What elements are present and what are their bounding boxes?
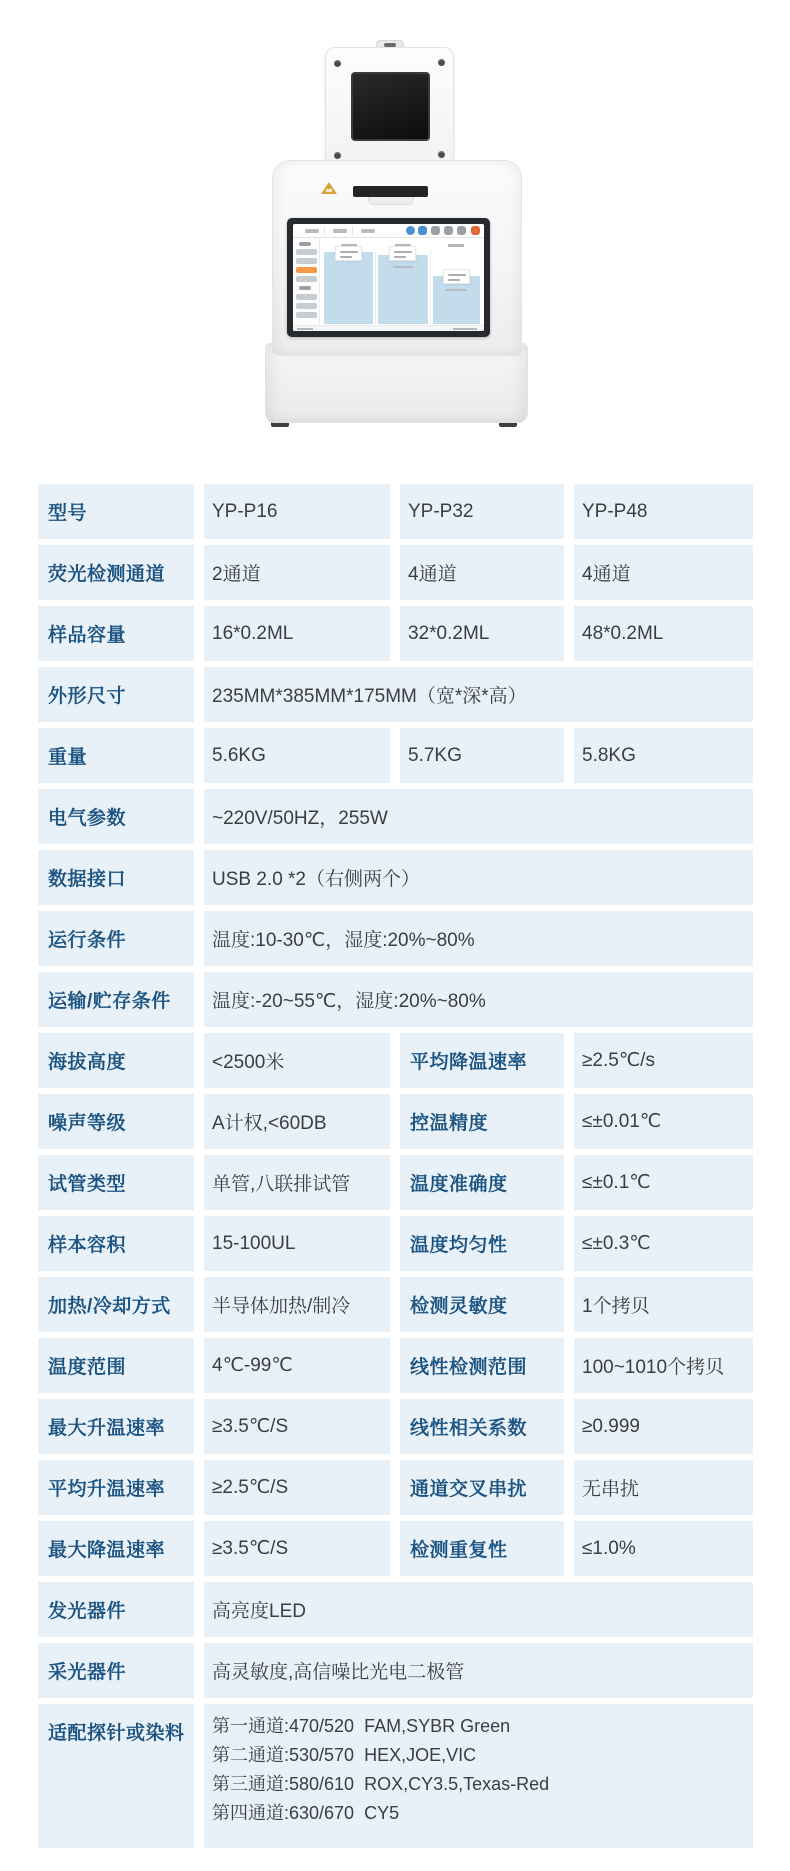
spec-label: 样本容积	[38, 1216, 194, 1271]
spec-label: 电气参数	[38, 789, 194, 844]
sidebar-pill-active	[296, 267, 317, 273]
spec-label: 检测灵敏度	[400, 1277, 564, 1332]
warning-triangle-icon	[321, 182, 337, 194]
screen-button-orange-icon	[471, 226, 480, 235]
spec-label: 采光器件	[38, 1643, 194, 1698]
spec-label: 试管类型	[38, 1155, 194, 1210]
spec-row	[38, 606, 753, 661]
spec-value: 5.8KG	[574, 728, 753, 783]
screw-icon	[334, 152, 341, 159]
spec-row	[38, 789, 753, 844]
spec-label: 平均升温速率	[38, 1460, 194, 1515]
spec-value: ≥2.5℃/S	[204, 1460, 390, 1515]
spec-label: 线性相关系数	[400, 1399, 564, 1454]
spec-value: 5.6KG	[204, 728, 390, 783]
screen-button-blue-icon	[418, 226, 427, 235]
spec-row	[38, 484, 753, 539]
spec-label: 样品容量	[38, 606, 194, 661]
spec-value-line: 第二通道:530/570 HEX,JOE,VIC	[212, 1745, 477, 1765]
spec-label: 最大升温速率	[38, 1399, 194, 1454]
sample-slot	[353, 186, 428, 197]
spec-row	[38, 1094, 753, 1149]
spec-value: 235MM*385MM*175MM（宽*深*高）	[204, 667, 753, 722]
spec-row	[38, 1033, 753, 1088]
spec-value: <2500米	[204, 1033, 390, 1088]
spec-value: 温度:10-30℃，湿度:20%~80%	[204, 911, 753, 966]
screw-icon	[438, 151, 445, 158]
step-sub-label	[393, 266, 413, 268]
spec-value: 48*0.2ML	[574, 606, 753, 661]
sidebar-pill	[296, 312, 317, 318]
spec-value: ~220V/50HZ，255W	[204, 789, 753, 844]
spec-label: 加热/冷却方式	[38, 1277, 194, 1332]
spec-label: 温度均匀性	[400, 1216, 564, 1271]
spec-value: ≥3.5℃/S	[204, 1521, 390, 1576]
screen-tab	[305, 229, 319, 233]
warning-triangle-icon-inner	[326, 189, 332, 192]
spec-value: ≥0.999	[574, 1399, 753, 1454]
spec-value: 16*0.2ML	[204, 606, 390, 661]
spec-value: USB 2.0 *2（右侧两个）	[204, 850, 753, 905]
spec-row	[38, 1216, 753, 1271]
spec-value: 1个拷贝	[574, 1277, 753, 1332]
spec-value: 单管,八联排试管	[204, 1155, 390, 1210]
spec-row	[38, 911, 753, 966]
spec-label: 平均降温速率	[400, 1033, 564, 1088]
spec-value: 4通道	[400, 545, 564, 600]
screen-button-gray-icon	[444, 226, 453, 235]
sidebar-pill	[296, 276, 317, 282]
spec-label: 荧光检测通道	[38, 545, 194, 600]
spec-value	[204, 1704, 753, 1848]
step-info-card	[443, 269, 470, 284]
sidebar-pill	[296, 294, 317, 300]
spec-label: 重量	[38, 728, 194, 783]
spec-value: ≥2.5℃/s	[574, 1033, 753, 1088]
spec-value: 32*0.2ML	[400, 606, 564, 661]
spec-value: YP-P48	[574, 484, 753, 539]
spec-label: 发光器件	[38, 1582, 194, 1637]
spec-label: 控温精度	[400, 1094, 564, 1149]
stage-column-divider	[430, 250, 431, 328]
product-photo	[0, 0, 790, 470]
step-info-card	[335, 246, 362, 261]
screen-button-gray-icon	[457, 226, 466, 235]
spec-value: 2通道	[204, 545, 390, 600]
lid-heat-block-window	[351, 72, 430, 141]
slot-handle-notch	[368, 197, 414, 205]
spec-value-line: 第三通道:580/610 ROX,CY3.5,Texas-Red	[212, 1774, 550, 1794]
spec-label: 通道交叉串扰	[400, 1460, 564, 1515]
spec-value: ≤±0.1℃	[574, 1155, 753, 1210]
spec-value: ≤1.0%	[574, 1521, 753, 1576]
sidebar-pill	[296, 249, 317, 255]
spec-table	[38, 484, 753, 1854]
screen-topbar	[293, 224, 484, 238]
spec-row	[38, 545, 753, 600]
spec-label: 外形尺寸	[38, 667, 194, 722]
spec-label: 温度范围	[38, 1338, 194, 1393]
spec-value: 4℃-99℃	[204, 1338, 390, 1393]
spec-row	[38, 1338, 753, 1393]
spec-value: 4通道	[574, 545, 753, 600]
screw-icon	[438, 59, 445, 66]
screen-button-gray-icon	[431, 226, 440, 235]
sidebar-pill	[296, 303, 317, 309]
spec-value: ≥3.5℃/S	[204, 1399, 390, 1454]
lid-latch-slot	[384, 43, 396, 47]
spec-value: 温度:-20~55℃，湿度:20%~80%	[204, 972, 753, 1027]
spec-value: 100~1010个拷贝	[574, 1338, 753, 1393]
spec-row	[38, 1155, 753, 1210]
screen-sidebar	[293, 238, 320, 331]
spec-label: 运行条件	[38, 911, 194, 966]
spec-label: 运输/贮存条件	[38, 972, 194, 1027]
spec-row	[38, 972, 753, 1027]
spec-value-line: 第一通道:470/520 FAM,SYBR Green	[212, 1716, 511, 1736]
spec-value: YP-P16	[204, 484, 390, 539]
sidebar-section-label	[299, 286, 311, 290]
spec-value: 半导体加热/制冷	[204, 1277, 390, 1332]
screen-tab-separator	[324, 226, 325, 236]
spec-row	[38, 850, 753, 905]
spec-value: ≤±0.01℃	[574, 1094, 753, 1149]
stage-column-divider	[375, 250, 376, 328]
spec-row	[38, 1582, 753, 1637]
spec-value: 无串扰	[574, 1460, 753, 1515]
spec-row	[38, 1521, 753, 1576]
spec-row	[38, 1399, 753, 1454]
sidebar-pill	[296, 258, 317, 264]
step-info-card	[389, 246, 416, 261]
spec-value-line: 第四通道:630/670 CY5	[212, 1803, 400, 1823]
spec-value: 高亮度LED	[204, 1582, 753, 1637]
spec-row	[38, 1277, 753, 1332]
spec-row	[38, 667, 753, 722]
stage-header-dash	[448, 244, 464, 247]
spec-row	[38, 1704, 753, 1848]
spec-label: 线性检测范围	[400, 1338, 564, 1393]
spec-label: 检测重复性	[400, 1521, 564, 1576]
spec-label: 数据接口	[38, 850, 194, 905]
spec-row	[38, 728, 753, 783]
spec-value: ≤±0.3℃	[574, 1216, 753, 1271]
spec-value: 15-100UL	[204, 1216, 390, 1271]
spec-label: 海拔高度	[38, 1033, 194, 1088]
spec-value: A计权,<60DB	[204, 1094, 390, 1149]
screen-statusbar	[293, 325, 484, 331]
screen-tab	[361, 229, 375, 233]
step-sub-label	[445, 289, 467, 291]
spec-label: 型号	[38, 484, 194, 539]
spec-row	[38, 1643, 753, 1698]
spec-value: 高灵敏度,高信噪比光电二极管	[204, 1643, 753, 1698]
spec-label: 适配探针或染料	[38, 1704, 194, 1848]
spec-label: 噪声等级	[38, 1094, 194, 1149]
temperature-step-bar	[324, 252, 373, 324]
spec-row	[38, 1460, 753, 1515]
screw-icon	[334, 60, 341, 67]
screen-tab	[333, 229, 347, 233]
sidebar-section-label	[299, 242, 311, 246]
spec-value: 5.7KG	[400, 728, 564, 783]
spec-label: 最大降温速率	[38, 1521, 194, 1576]
screen-tab-separator	[352, 226, 353, 236]
device-touchscreen	[293, 224, 484, 331]
spec-value: YP-P32	[400, 484, 564, 539]
screen-button-blue-icon	[406, 226, 415, 235]
spec-label: 温度准确度	[400, 1155, 564, 1210]
